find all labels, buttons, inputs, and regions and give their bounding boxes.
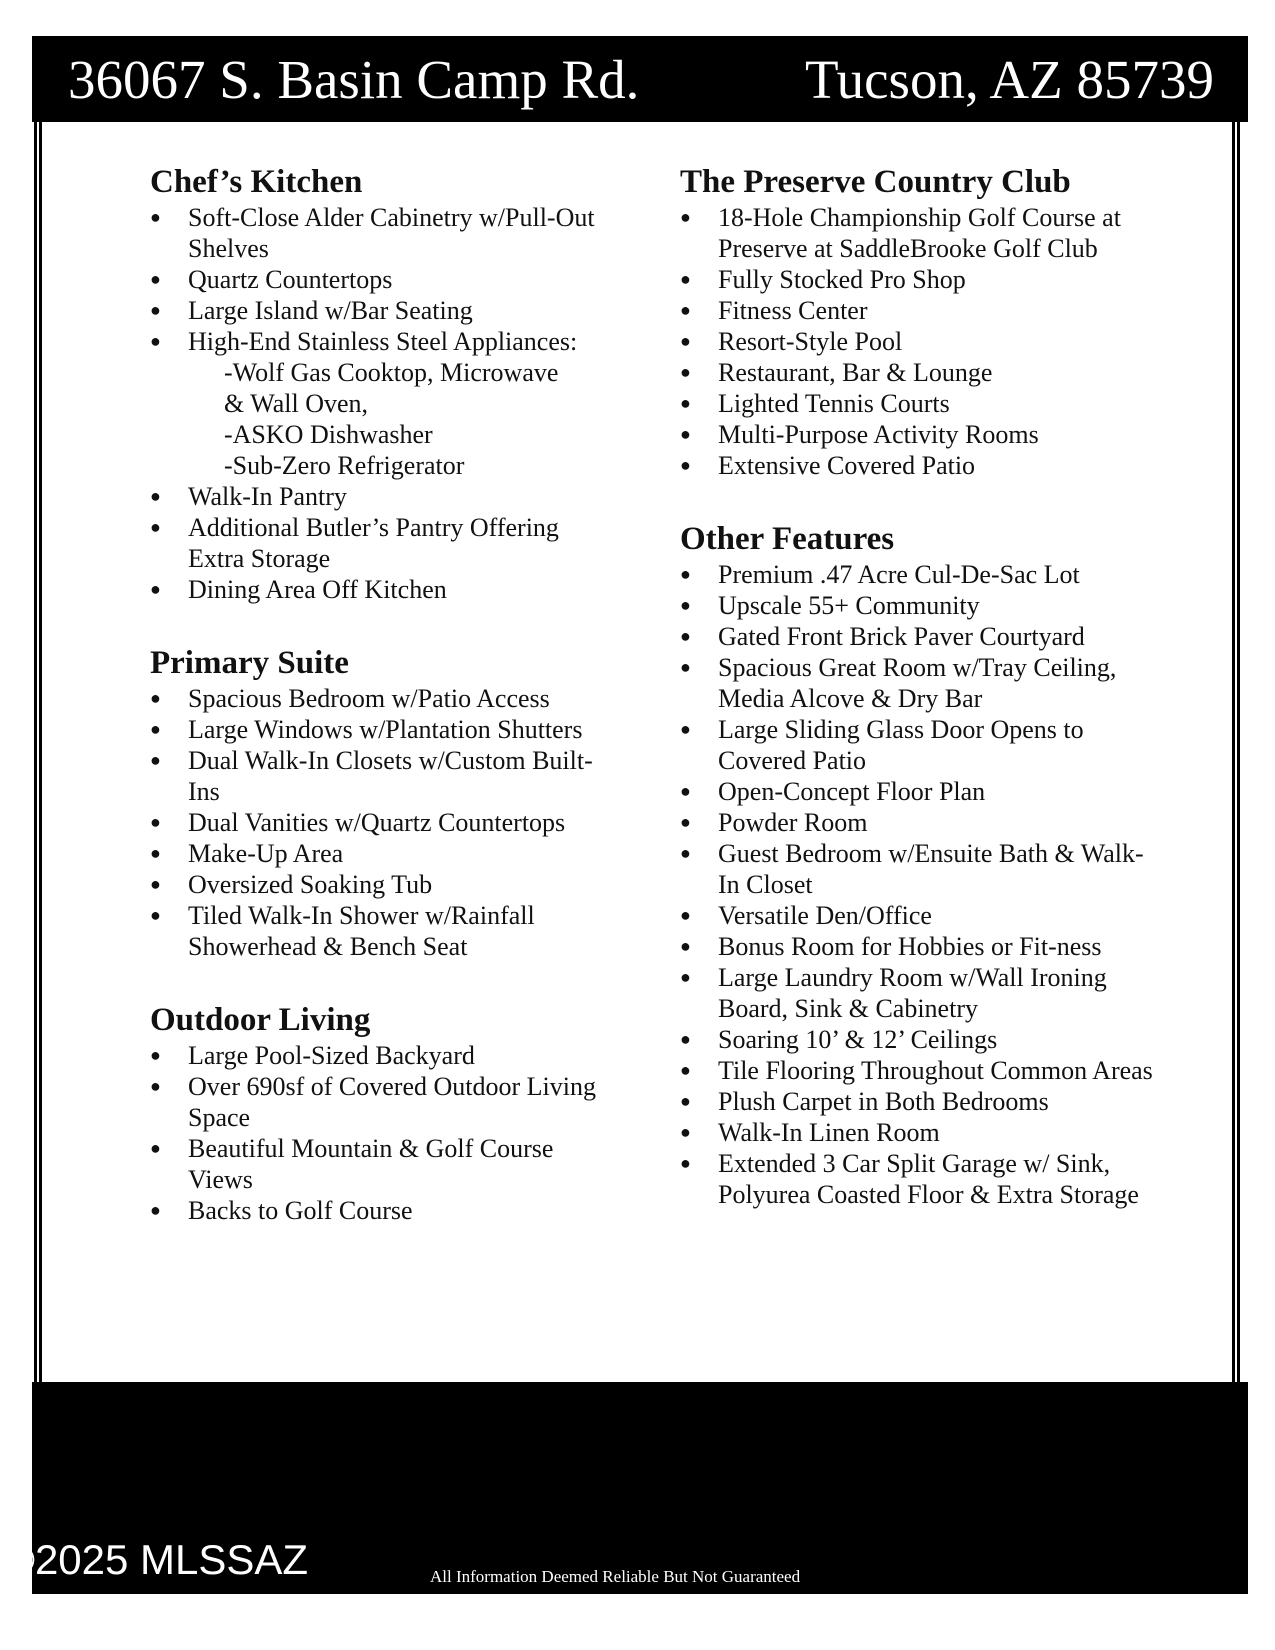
list-item (150, 838, 620, 869)
appliance-line: -Sub-Zero Refrigerator (224, 451, 465, 480)
copyright-watermark: ©2025 MLSSAZ (4, 1536, 309, 1583)
list-item (150, 745, 620, 807)
section-outdoor-living (150, 1000, 620, 1226)
bullet-icon: ● (680, 455, 691, 475)
item-text: 18-Hole Championship Golf Course at Preserve at SaddleBrooke Golf Club (718, 203, 1121, 263)
list-item (680, 388, 1160, 419)
list-item (680, 295, 1160, 326)
list-item (680, 807, 1160, 838)
bullet-icon: ● (680, 967, 691, 987)
property-city: Tucson, AZ 85739 (804, 49, 1214, 110)
disclaimer-text: All Information Deemed Reliable But Not Guaranteed (430, 1567, 801, 1586)
section-title: Other Features (680, 521, 895, 557)
item-text: Bonus Room for Hobbies or Fit-ness (718, 932, 1102, 961)
section-primary-suite (150, 643, 620, 962)
bullet-icon: ● (680, 812, 691, 832)
bullet-icon: ● (680, 300, 691, 320)
appliance-line: & Wall Oven, (224, 389, 369, 418)
item-text: Guest Bedroom w/Ensuite Bath & Walk-In Closet (718, 839, 1144, 899)
list-item (680, 962, 1160, 1024)
appliance-line: -ASKO Dishwasher (224, 420, 433, 449)
page-border-left (34, 122, 42, 1382)
list-item (150, 574, 620, 605)
list-item (680, 202, 1160, 264)
list-item (150, 326, 620, 481)
section-title: Outdoor Living (150, 1002, 371, 1038)
bullet-icon: ● (150, 750, 161, 770)
item-text: Large Laundry Room w/Wall Ironing Board, Sink & Cabinetry (718, 963, 1107, 1023)
item-text: Dining Area Off Kitchen (188, 575, 447, 604)
item-text: Large Island w/Bar Seating (188, 296, 473, 325)
bullet-icon: ● (680, 936, 691, 956)
bullet-icon: ● (680, 1153, 691, 1173)
bullet-icon: ● (150, 905, 161, 925)
list-item (680, 590, 1160, 621)
section-title: The Preserve Country Club (680, 164, 1071, 200)
list-item (680, 1055, 1160, 1086)
list-item (150, 1040, 620, 1071)
list-item (150, 900, 620, 962)
bullet-icon: ● (680, 269, 691, 289)
list-item (150, 264, 620, 295)
item-text: Large Windows w/Plantation Shutters (188, 715, 583, 744)
bullet-icon: ● (680, 564, 691, 584)
item-text: Oversized Soaking Tub (188, 870, 433, 899)
list-item (680, 838, 1160, 900)
bullet-icon: ● (150, 1076, 161, 1096)
bullet-icon: ● (680, 207, 691, 227)
bullet-icon: ● (680, 843, 691, 863)
item-text: Soft-Close Alder Cabinetry w/Pull-Out Shelves (188, 203, 595, 263)
bullet-icon: ● (150, 331, 161, 351)
bullet-icon: ● (680, 719, 691, 739)
list-item (680, 776, 1160, 807)
item-text: Restaurant, Bar & Lounge (718, 358, 993, 387)
item-text: Spacious Bedroom w/Patio Access (188, 684, 550, 713)
bullet-icon: ● (680, 424, 691, 444)
list-item (150, 1195, 620, 1226)
item-text: Backs to Golf Course (188, 1196, 413, 1225)
list-item (680, 1117, 1160, 1148)
list-item (150, 295, 620, 326)
section-title: Chef’s Kitchen (150, 164, 363, 200)
bullet-icon: ● (150, 1138, 161, 1158)
bullet-icon: ● (680, 1091, 691, 1111)
bullet-icon: ● (150, 719, 161, 739)
bullet-icon: ● (150, 812, 161, 832)
bullet-icon: ● (680, 331, 691, 351)
bullet-icon: ● (680, 1122, 691, 1142)
item-text: Fitness Center (718, 296, 868, 325)
bullet-icon: ● (680, 1029, 691, 1049)
bullet-icon: ● (680, 626, 691, 646)
item-text: Beautiful Mountain & Golf Course Views (188, 1134, 554, 1194)
feature-list (150, 202, 620, 605)
appliance-line: -Wolf Gas Cooktop, Microwave (224, 358, 559, 387)
list-item (680, 652, 1160, 714)
item-text: Large Pool-Sized Backyard (188, 1041, 475, 1070)
property-address: 36067 S. Basin Camp Rd. (68, 49, 640, 110)
item-text: Dual Walk-In Closets w/Custom Built-Ins (188, 746, 593, 806)
list-item (680, 931, 1160, 962)
item-text: Tile Flooring Throughout Common Areas (718, 1056, 1153, 1085)
bullet-icon: ● (150, 843, 161, 863)
list-item (680, 714, 1160, 776)
list-item (150, 481, 620, 512)
item-text: Gated Front Brick Paver Courtyard (718, 622, 1085, 651)
item-text: Spacious Great Room w/Tray Ceiling, Media Alcove & Dry Bar (718, 653, 1117, 713)
list-item (680, 357, 1160, 388)
left-column (150, 162, 620, 1264)
list-item (150, 714, 620, 745)
item-text: Walk-In Pantry (188, 482, 347, 511)
feature-list (150, 683, 620, 962)
item-text: Premium .47 Acre Cul-De-Sac Lot (718, 560, 1080, 589)
feature-list (680, 559, 1160, 1210)
item-text: Upscale 55+ Community (718, 591, 980, 620)
item-text: Tiled Walk-In Shower w/Rainfall Showerhead & Bench Seat (188, 901, 535, 961)
list-item (680, 621, 1160, 652)
appliance-details (188, 357, 620, 481)
item-text: Over 690sf of Covered Outdoor Living Space (188, 1072, 596, 1132)
bullet-icon: ● (680, 362, 691, 382)
item-text: Make-Up Area (188, 839, 344, 868)
section-title: Primary Suite (150, 645, 349, 681)
bullet-icon: ● (680, 905, 691, 925)
item-text: Fully Stocked Pro Shop (718, 265, 966, 294)
item-text: Resort-Style Pool (718, 327, 903, 356)
item-text: Additional Butler’s Pantry Offering Extra Storage (188, 513, 559, 573)
list-item (680, 1086, 1160, 1117)
page-border-right (1232, 122, 1240, 1382)
list-item (150, 683, 620, 714)
item-text: Soaring 10’ & 12’ Ceilings (718, 1025, 998, 1054)
bullet-icon: ● (150, 300, 161, 320)
bullet-icon: ● (150, 688, 161, 708)
section-country-club (680, 162, 1160, 481)
list-item (150, 807, 620, 838)
list-item (680, 1148, 1160, 1210)
list-item (680, 450, 1160, 481)
item-text: Plush Carpet in Both Bedrooms (718, 1087, 1049, 1116)
item-text: Open-Concept Floor Plan (718, 777, 986, 806)
bullet-icon: ● (150, 874, 161, 894)
item-text: High-End Stainless Steel Appliances: (188, 327, 578, 356)
header-bar (32, 36, 1248, 122)
bullet-icon: ● (680, 595, 691, 615)
item-text: Quartz Countertops (188, 265, 393, 294)
bullet-icon: ● (150, 517, 161, 537)
item-text: Large Sliding Glass Door Opens to Covered Patio (718, 715, 1084, 775)
bullet-icon: ● (150, 1200, 161, 1220)
bullet-icon: ● (150, 269, 161, 289)
feature-list (680, 202, 1160, 481)
bullet-icon: ● (150, 207, 161, 227)
right-column (680, 162, 1160, 1248)
list-item (680, 419, 1160, 450)
list-item (150, 1133, 620, 1195)
list-item (680, 559, 1160, 590)
item-text: Lighted Tennis Courts (718, 389, 950, 418)
item-text: Extensive Covered Patio (718, 451, 976, 480)
list-item (680, 326, 1160, 357)
list-item (150, 202, 620, 264)
item-text: Walk-In Linen Room (718, 1118, 940, 1147)
list-item (680, 900, 1160, 931)
bullet-icon: ● (680, 781, 691, 801)
item-text: Versatile Den/Office (718, 901, 932, 930)
list-item (150, 1071, 620, 1133)
bullet-icon: ● (150, 486, 161, 506)
bullet-icon: ● (680, 1060, 691, 1080)
list-item (680, 1024, 1160, 1055)
item-text: Dual Vanities w/Quartz Countertops (188, 808, 566, 837)
list-item (150, 512, 620, 574)
item-text: Extended 3 Car Split Garage w/ Sink, Polyurea Coasted Floor & Extra Storage (718, 1149, 1139, 1209)
bullet-icon: ● (680, 393, 691, 413)
list-item (680, 264, 1160, 295)
item-text: Multi-Purpose Activity Rooms (718, 420, 1039, 449)
bullet-icon: ● (150, 1045, 161, 1065)
bullet-icon: ● (680, 657, 691, 677)
bullet-icon: ● (150, 579, 161, 599)
section-chefs-kitchen (150, 162, 620, 605)
section-other-features (680, 519, 1160, 1210)
list-item (150, 869, 620, 900)
feature-list (150, 1040, 620, 1226)
item-text: Powder Room (718, 808, 868, 837)
